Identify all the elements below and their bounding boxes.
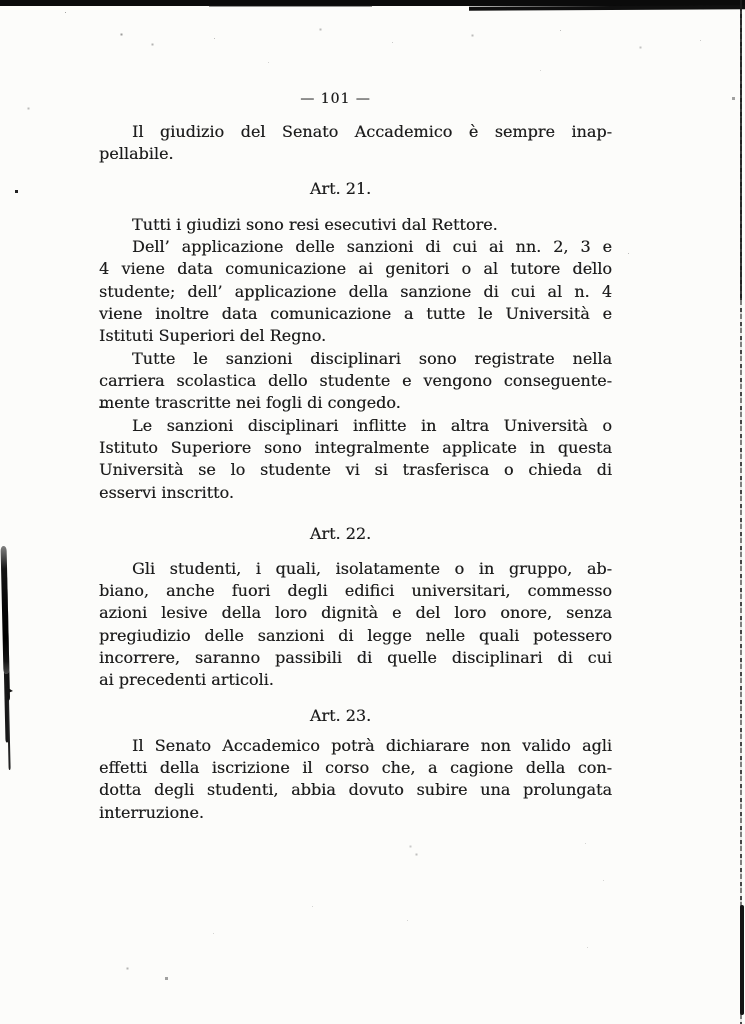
text-line: Dell’ applicazione delle sanzioni di cui ai nn. 2, 3 e [132, 236, 612, 256]
paragraph [99, 214, 612, 236]
text-line: Il giudizio del Senato Accademico è sempre inap- [132, 122, 612, 141]
text-line: Istituti Superiori del Regno. [99, 326, 327, 346]
text-line: Tutte le sanzioni disciplinari sono registrate nella [132, 348, 612, 368]
page-content [99, 121, 612, 824]
scan-artifact-ink-mark [4, 685, 13, 695]
article-heading: Art. 23. [309, 705, 372, 725]
scan-artifact-top-edge [0, 0, 745, 6]
text-line: effetti della iscrizione il corso che, a cagione della con- [99, 757, 612, 777]
text-line: interruzione. [99, 802, 204, 822]
article-23 [99, 705, 612, 824]
text-line: Università se lo studente vi si trasferisca o chieda di [99, 460, 612, 480]
text-line: azioni lesive della loro dignità e del loro onore, senza [99, 603, 612, 623]
text-line: pregiudizio delle sanzioni di legge nelle quali potessero [99, 625, 612, 645]
scan-artifact-ink-streak [1, 546, 10, 674]
paragraph [99, 558, 612, 692]
article-heading: Art. 21. [309, 179, 372, 199]
text-line: Istituto Superiore sono integralmente applicate in questa [99, 437, 612, 457]
text-line: Le sanzioni disciplinari inflitte in altra Università o [132, 415, 612, 435]
paragraph-intro [99, 121, 612, 166]
text-line: ai precedenti articoli. [99, 670, 274, 690]
text-line: dotta degli studenti, abbia dovuto subire una prolungata [99, 780, 612, 800]
text-line: Gli studenti, i quali, isolatamente o in gruppo, ab- [132, 558, 612, 578]
page-number: — 101 — [300, 91, 371, 107]
text-line: biano, anche fuori degli edifici universitari, commesso [99, 581, 612, 601]
text-line: mente trascritte nei fogli di congedo. [99, 393, 401, 413]
article-21 [99, 178, 612, 503]
scan-artifact-right-edge-top [740, 0, 742, 300]
text-line: pellabile. [99, 144, 174, 164]
text-line: studente; dell’ applicazione della sanzione di cui al n. 4 [99, 281, 612, 301]
text-line: 4 viene data comunicazione ai genitori o al tutore dello [99, 259, 612, 279]
paragraph [99, 415, 612, 504]
article-22 [99, 523, 612, 692]
article-heading: Art. 22. [309, 523, 372, 543]
text-line: viene inoltre data comunicazione a tutte le Università e [99, 303, 612, 323]
text-line: incorrere, saranno passibili di quelle disciplinari di cui [99, 648, 612, 668]
text-line: esservi inscritto. [99, 482, 234, 502]
text-line: Tutti i giudizi sono resi esecutivi dal Rettore. [132, 214, 498, 234]
text-line: Il Senato Accademico potrà dichiarare non valido agli [132, 735, 612, 755]
paragraph [99, 348, 612, 415]
scan-noise-speckles [0, 0, 1, 1]
paragraph [99, 735, 612, 824]
scan-artifact-right-edge-bottom [740, 905, 744, 1015]
paragraph [99, 236, 612, 348]
text-line: carriera scolastica dello studente e vengono conseguente- [99, 370, 612, 390]
